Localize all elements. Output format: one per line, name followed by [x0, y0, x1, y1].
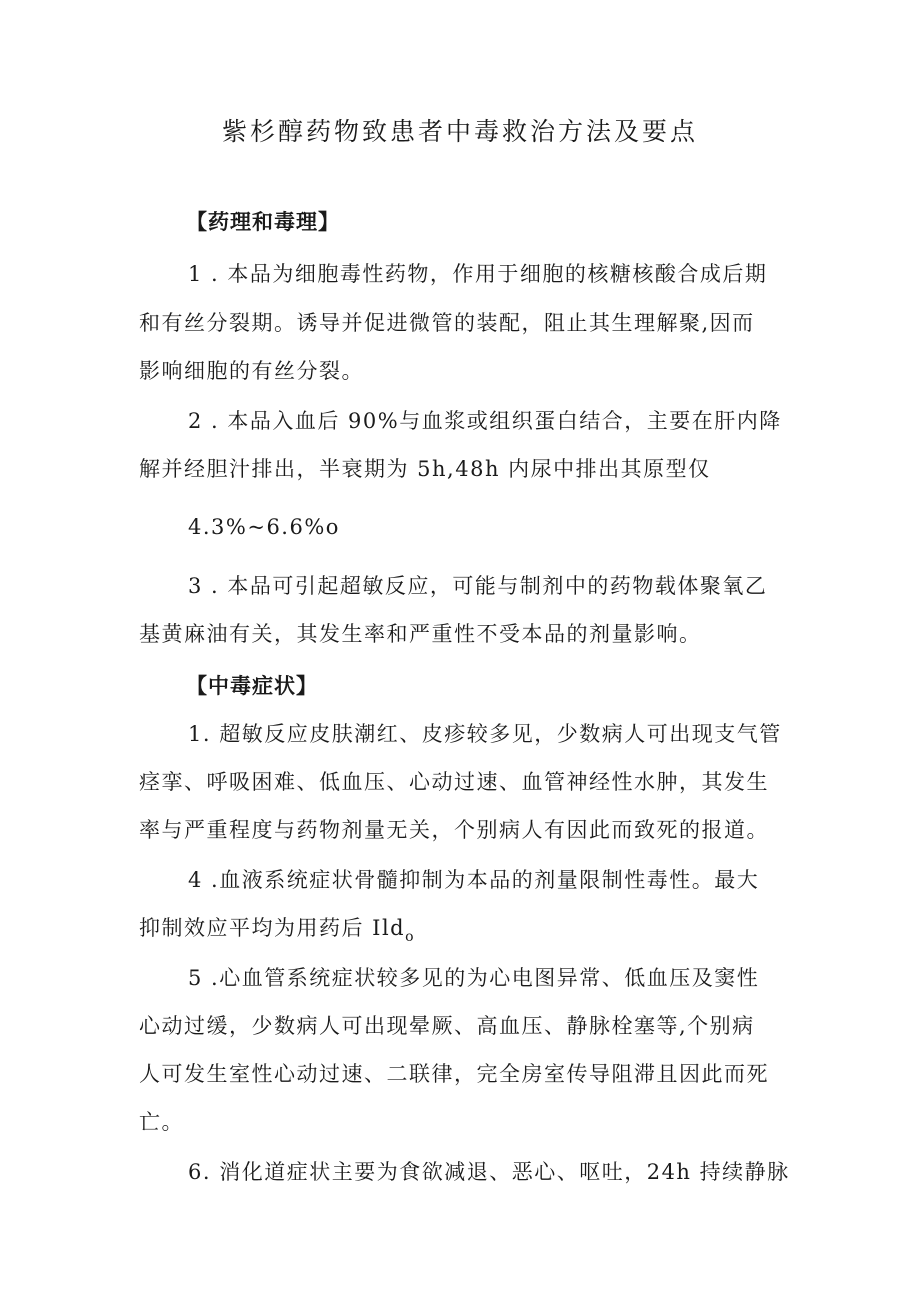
- paragraph-line: 1. 超敏反应皮肤潮红、皮疹较多见，少数病人可出现支气管: [188, 722, 782, 746]
- paragraph-line: 亡。: [139, 1110, 184, 1134]
- paragraph-line: 1 . 本品为细胞毒性药物，作用于细胞的核糖核酸合成后期: [188, 262, 768, 286]
- section-heading-symptoms: 【中毒症状】: [186, 673, 318, 698]
- paragraph-line: 痉挛、呼吸困难、低血压、心动过速、血管神经性水肿，其发生: [139, 770, 769, 794]
- paragraph-line: 和有丝分裂期。诱导并促进微管的装配，阻止其生理解聚,因而: [139, 311, 755, 335]
- paragraph-line: 影响细胞的有丝分裂。: [139, 359, 364, 383]
- paragraph-line: 4 .血液系统症状骨髓抑制为本品的剂量限制性毒性。最大: [188, 868, 760, 892]
- paragraph-text: 抑制效应平均为用药后 Ild: [139, 916, 406, 940]
- paragraph-line: 解并经胆汁排出，半衰期为 5h,48h 内尿中排出其原型仅: [139, 457, 711, 481]
- paragraph-line: 6. 消化道症状主要为食欲减退、恶心、呕吐，24h 持续静脉: [188, 1160, 790, 1184]
- paragraph-line: 4.3%~6.6%o: [188, 515, 340, 539]
- paragraph-line: 率与严重程度与药物剂量无关，个别病人有因此而致死的报道。: [139, 818, 769, 842]
- section-heading-pharmacology: 【药理和毒理】: [186, 209, 340, 234]
- paragraph-line: 5 .心血管系统症状较多见的为心电图异常、低血压及窦性: [188, 966, 760, 990]
- paragraph-line: 人可发生室性心动过速、二联律，完全房室传导阻滞且因此而死: [139, 1062, 769, 1086]
- subscript-text: o: [405, 929, 414, 945]
- paragraph-line: [139, 910, 414, 955]
- paragraph-line: 基黄麻油有关，其发生率和严重性不受本品的剂量影响。: [139, 622, 702, 646]
- paragraph-line: 3 . 本品可引起超敏反应，可能与制剂中的药物载体聚氧乙: [188, 574, 768, 598]
- paragraph-line: 2 . 本品入血后 90%与血浆或组织蛋白结合，主要在肝内降: [188, 409, 782, 433]
- paragraph-line: 心动过缓，少数病人可出现晕厥、高血压、静脉栓塞等,个别病: [139, 1014, 755, 1038]
- page-title: 紫杉醇药物致患者中毒救治方法及要点: [221, 117, 698, 146]
